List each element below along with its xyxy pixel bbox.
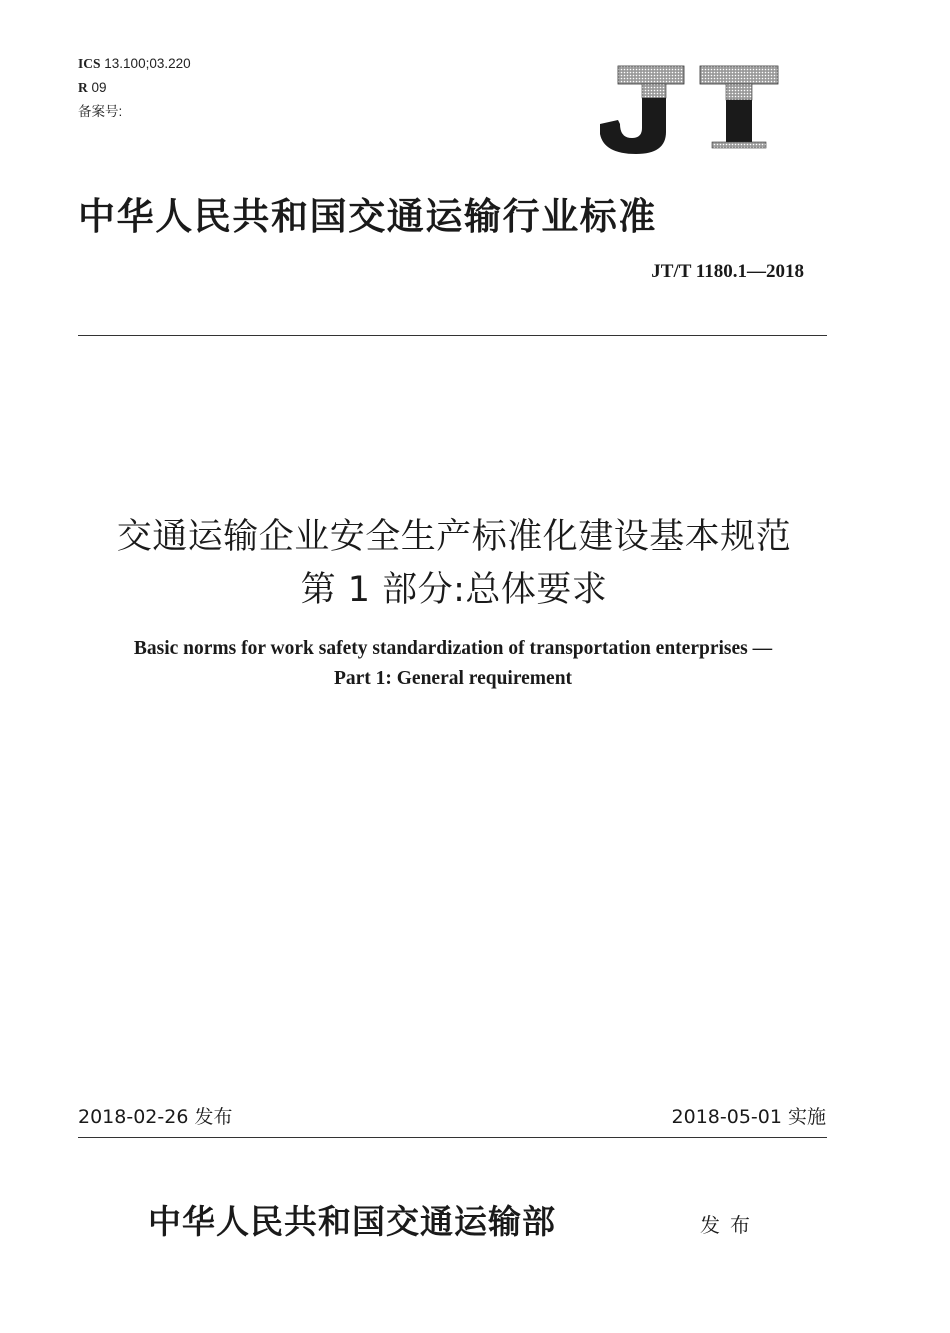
ccs-value: 09 xyxy=(91,80,107,95)
filing-number: 备案号: xyxy=(78,104,123,119)
issuing-authority: 中华人民共和国交通运输部 xyxy=(148,1202,556,1241)
issued-label: 发布 xyxy=(700,1213,760,1237)
chinese-title-line-1: 交通运输企业安全生产标准化建设基本规范 xyxy=(116,517,792,557)
ics-value: 13.100;03.220 xyxy=(104,56,191,71)
english-title-line-1: Basic norms for work safety standardization of transportation enterprises — xyxy=(133,638,773,659)
classification-block xyxy=(78,52,191,124)
top-divider xyxy=(78,335,827,336)
ccs-label: R xyxy=(78,80,88,95)
chinese-title-line-2: 第 1 部分:总体要求 xyxy=(300,570,608,610)
english-title-line-2: Part 1: General requirement xyxy=(333,668,573,689)
jt-logo xyxy=(596,62,780,158)
ccs-row xyxy=(78,76,191,100)
implementation-date: 2018-05-01 实施 xyxy=(671,1106,826,1128)
ics-row xyxy=(78,52,191,76)
ics-label: ICS xyxy=(78,56,101,71)
industry-standard-title: 中华人民共和国交通运输行业标准 xyxy=(78,194,657,238)
standard-code: JT/T 1180.1—2018 xyxy=(651,261,804,282)
bottom-divider xyxy=(78,1137,827,1138)
issue-date: 2018-02-26 发布 xyxy=(78,1106,233,1128)
